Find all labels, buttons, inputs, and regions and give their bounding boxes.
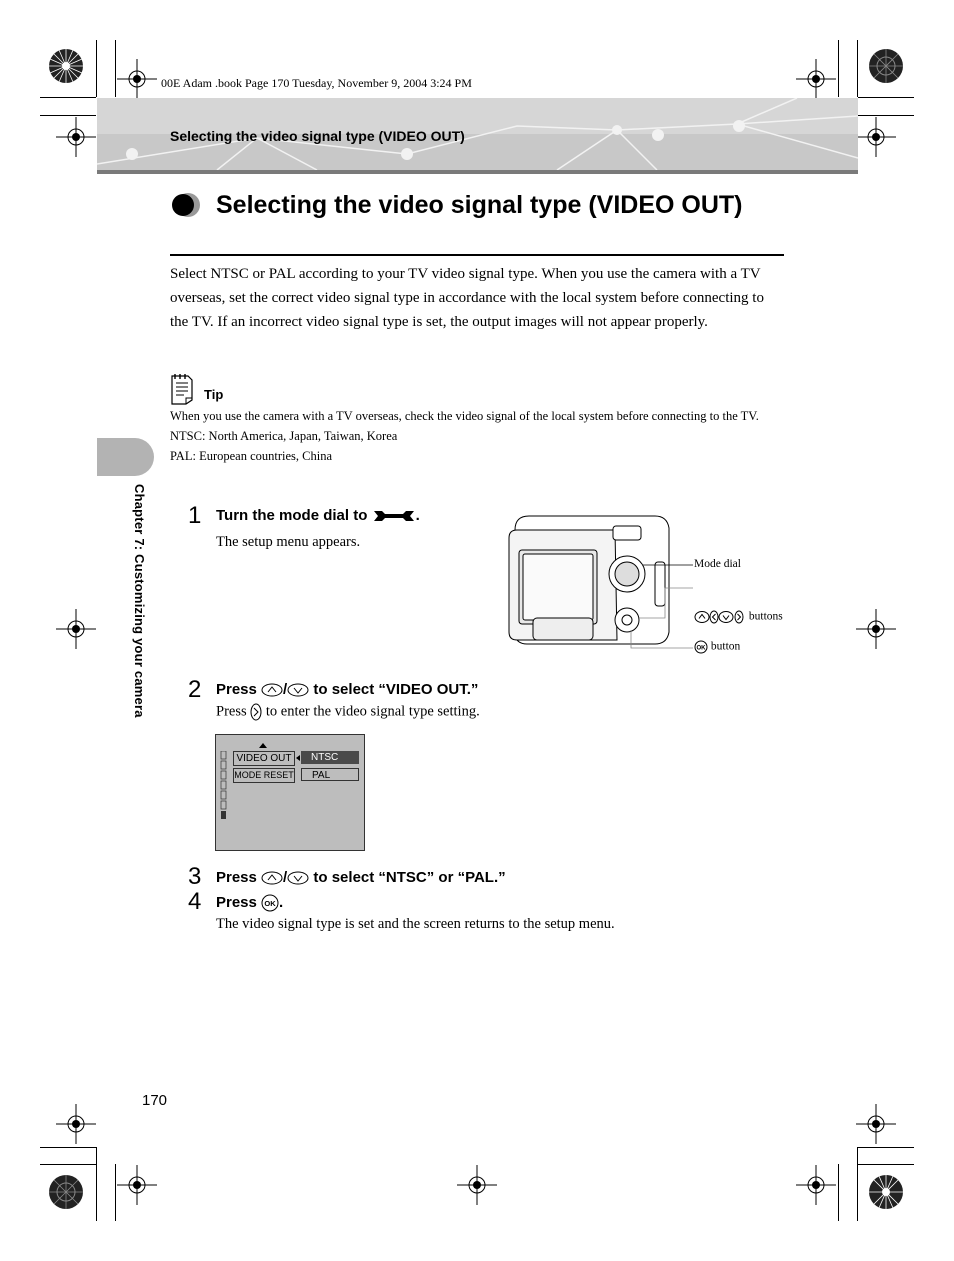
running-title: Selecting the video signal type (VIDEO OUT) <box>170 128 465 144</box>
crosshair-icon <box>796 59 836 99</box>
tip-note-icon <box>168 374 196 406</box>
heading-bullet-icon <box>171 192 201 218</box>
svg-text:OK: OK <box>264 899 276 909</box>
step-number: 2 <box>188 676 202 703</box>
crosshair-icon <box>117 1165 157 1205</box>
lcd-option-pal: PAL <box>301 768 359 781</box>
lcd-pointer-icon <box>296 755 300 761</box>
svg-text:OK: OK <box>696 645 706 652</box>
step-1-heading <box>216 507 420 525</box>
ok-button-text: button <box>710 640 741 653</box>
crosshair-icon <box>117 59 157 99</box>
step-text: to select “VIDEO OUT.” <box>313 681 479 698</box>
tip-ntsc: NTSC: North America, Japan, Taiwan, Korea <box>170 429 398 443</box>
step-number: 1 <box>188 502 202 529</box>
step-number: 4 <box>188 888 202 915</box>
chapter-label: Chapter 7: Customizing your camera <box>132 484 147 718</box>
arrow-buttons-icon <box>694 610 746 624</box>
separator: / <box>283 681 288 698</box>
tip-body <box>170 406 786 466</box>
registration-wheel-icon <box>48 1174 84 1210</box>
step-text: Turn the mode dial to <box>216 507 368 524</box>
down-arrow-button-icon <box>287 683 309 697</box>
step-text: Press <box>216 703 247 720</box>
wrench-icon <box>372 507 416 525</box>
print-slug: 00E Adam .book Page 170 Tuesday, November 9, 2004 3:24 PM <box>161 76 472 90</box>
lcd-screen <box>215 734 365 851</box>
step-3-heading <box>216 869 506 886</box>
arrow-buttons-text: buttons <box>748 610 783 623</box>
step-4-heading <box>216 894 283 912</box>
section-title: Selecting the video signal type (VIDEO OUT) <box>216 191 743 219</box>
right-arrow-button-icon <box>250 703 262 721</box>
crosshair-icon <box>56 609 96 649</box>
crosshair-icon <box>856 117 896 157</box>
crosshair-icon <box>56 117 96 157</box>
step-text: to select “NTSC” or “PAL.” <box>313 869 506 886</box>
step-text: Press <box>216 894 257 911</box>
crosshair-icon <box>796 1165 836 1205</box>
down-arrow-button-icon <box>287 871 309 885</box>
step-text: . <box>415 507 420 524</box>
registration-wheel-icon <box>48 48 84 84</box>
step-text: Press <box>216 869 257 886</box>
tip-pal: PAL: European countries, China <box>170 449 333 463</box>
registration-wheel-icon <box>868 48 904 84</box>
tip-label: Tip <box>204 387 224 402</box>
lcd-tab-strip <box>220 751 228 821</box>
step-text: Press <box>216 681 257 698</box>
crosshair-icon <box>856 609 896 649</box>
scroll-up-icon <box>259 743 267 748</box>
section-intro: Select NTSC or PAL according to your TV video signal type. When you use the camera with a TV overseas, set the correct video signal type in accordance with the local system before connecting to the TV. If an incorrect video signal type is set, the output images will not appear properly. <box>170 266 764 330</box>
step-1-description: The setup menu appears. <box>216 534 361 550</box>
chapter-tab <box>97 438 154 476</box>
lcd-item-mode-reset: MODE RESET <box>233 768 295 783</box>
step-4-description: The video signal type is set and the screen returns to the setup menu. <box>216 916 615 932</box>
ok-button-label <box>694 640 740 654</box>
separator: / <box>283 869 288 886</box>
up-arrow-button-icon <box>261 683 283 697</box>
ok-button-icon <box>694 640 708 654</box>
registration-wheel-icon <box>868 1174 904 1210</box>
tip-text: When you use the camera with a TV overseas, check the video signal of the local system before connecting to the TV. <box>170 409 759 423</box>
step-text: . <box>279 894 284 911</box>
step-2-description <box>216 703 480 721</box>
crosshair-icon <box>56 1104 96 1144</box>
crosshair-icon <box>856 1104 896 1144</box>
step-2-heading <box>216 681 478 698</box>
crosshair-icon <box>457 1165 497 1205</box>
lcd-item-video-out: VIDEO OUT <box>233 751 295 766</box>
section-rule <box>170 254 784 256</box>
header-rule <box>97 170 858 174</box>
camera-illustration <box>505 508 695 656</box>
mode-dial-label: Mode dial <box>694 558 741 570</box>
page-number: 170 <box>142 1092 168 1109</box>
arrow-buttons-label <box>694 610 783 624</box>
ok-button-icon <box>261 894 279 912</box>
lcd-option-ntsc: NTSC <box>301 751 359 764</box>
step-text: to enter the video signal type setting. <box>265 703 480 720</box>
up-arrow-button-icon <box>261 871 283 885</box>
step-number: 3 <box>188 863 202 890</box>
